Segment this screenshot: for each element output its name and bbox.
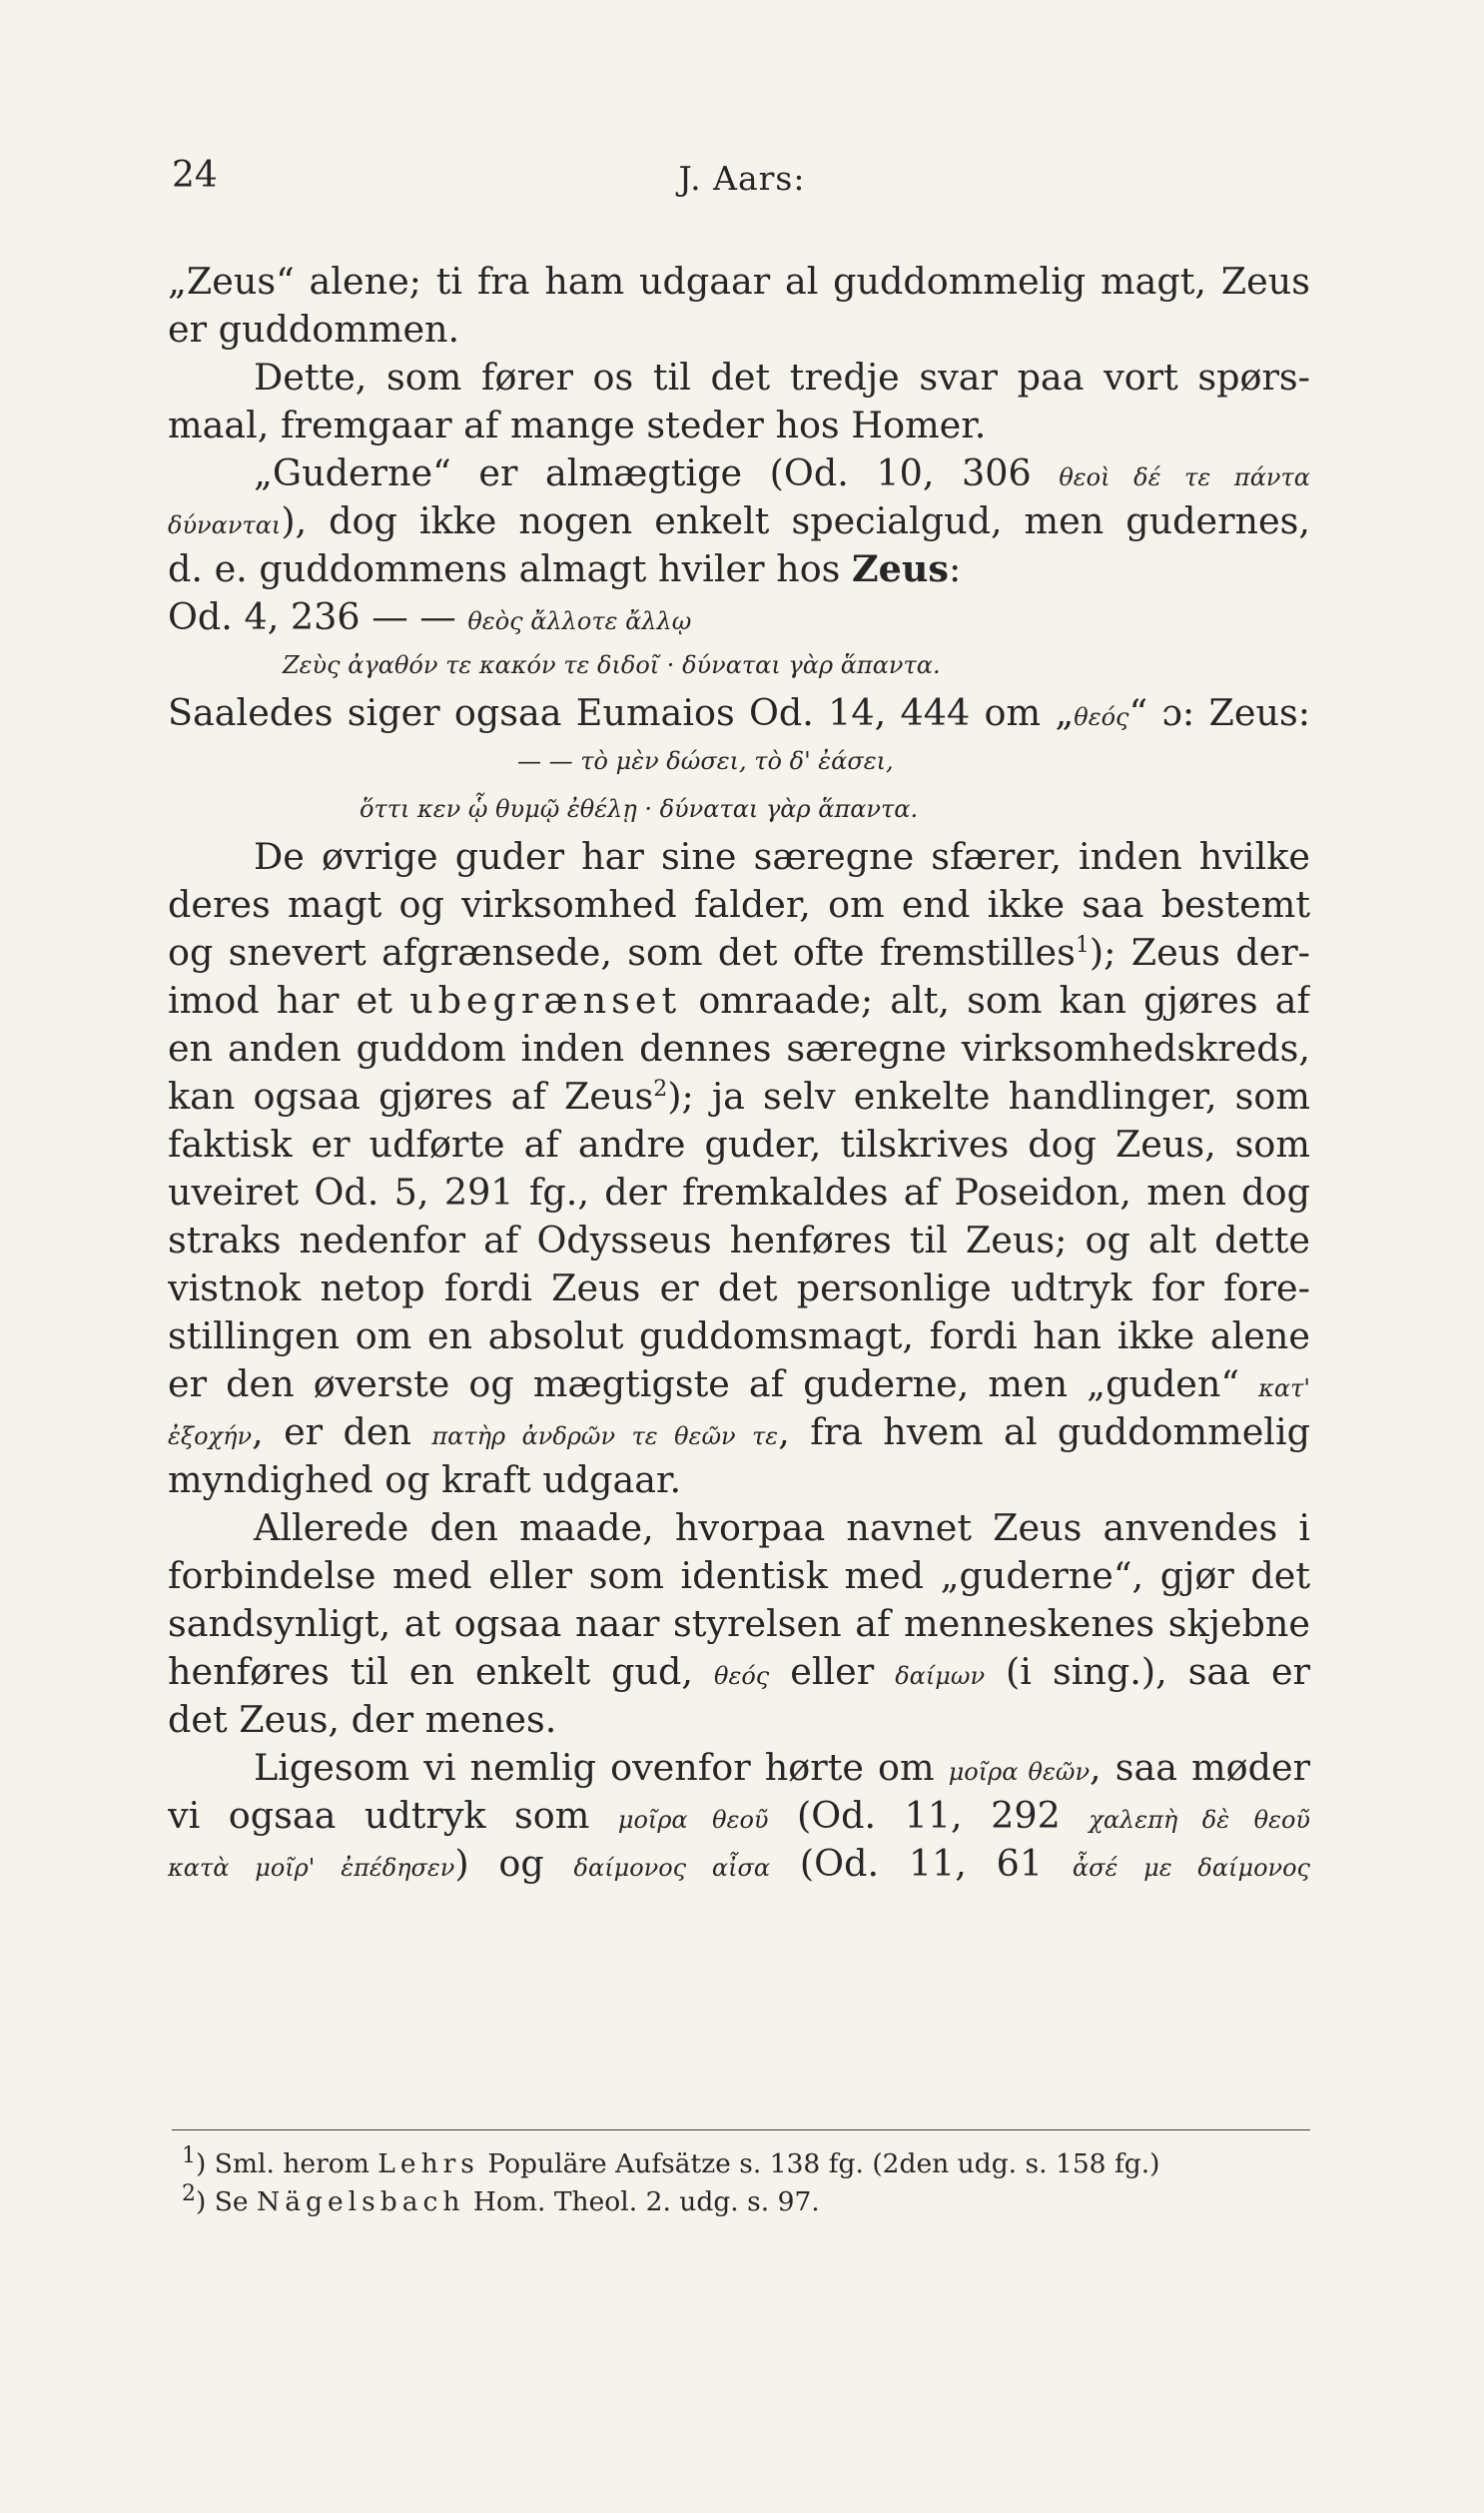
text-line [168, 1408, 1310, 1456]
greek-text: κατ' [1258, 1374, 1310, 1402]
greek-text: μοῖρα θεῶν [948, 1758, 1091, 1786]
greek-text: χαλεπὴ δὲ θεοῦ [1089, 1806, 1310, 1834]
running-head: J. Aars: [678, 159, 806, 198]
text-segment: sandsynligt, at ogsaa naar styrelsen af menneskenes skjebne [168, 1602, 1310, 1645]
text-segment: og snevert afgrænsede, som det ofte fremstilles [168, 931, 1076, 974]
text-segment: vistnok netop fordi Zeus er det personlige udtryk for fore- [168, 1266, 1310, 1309]
text-segment: er den øverste og mægtigste af guderne, men „guden“ [168, 1362, 1259, 1405]
text-segment: eller [769, 1650, 896, 1693]
text-segment: stillingen om en absolut guddomsmagt, fordi han ikke alene [168, 1314, 1310, 1357]
page-header [172, 155, 1312, 215]
greek-text: κατὰ μοῖρ' ἐπέδησεν [168, 1854, 455, 1882]
text-line [168, 1600, 1310, 1648]
greek-text: θεός [1074, 703, 1129, 731]
text-line [168, 1360, 1310, 1408]
text-line [168, 641, 1310, 689]
text-line [168, 1696, 1310, 1744]
text-line [168, 833, 1310, 881]
greek-text: πατὴρ ἀνδρῶν τε θεῶν τε [431, 1422, 779, 1450]
text-line [168, 545, 1310, 593]
text-segment: imod har et [168, 979, 410, 1022]
text-line [168, 1552, 1310, 1600]
text-segment: ), dog ikke nogen enkelt specialgud, men gudernes, [281, 499, 1310, 542]
footnotes [182, 2145, 1310, 2221]
body-text [168, 258, 1310, 1888]
text-segment: (i sing.), saa er [985, 1650, 1310, 1693]
text-segment: faktisk er udførte af andre guder, tilskrives dog Zeus, som [168, 1123, 1310, 1166]
text-segment: myndighed og kraft udgaar. [168, 1458, 682, 1501]
text-line [168, 1073, 1310, 1121]
text-line [168, 306, 1310, 354]
text-line [168, 737, 1310, 785]
text-segment: Zeus [852, 547, 949, 590]
text-line [168, 785, 1310, 833]
text-segment: en anden guddom inden dennes særegne virksomhedskreds, [168, 1027, 1310, 1070]
footnote [182, 2183, 1310, 2221]
text-line [168, 449, 1310, 497]
text-segment: straks nedenfor af Odysseus henføres til Zeus; og alt dette [168, 1219, 1310, 1261]
text-line [168, 689, 1310, 737]
greek-text: θεοὶ δέ τε πάντα [1059, 463, 1310, 491]
footnote-ref: 2 [653, 1076, 668, 1102]
greek-text: θεὸς ἄλλοτε ἄλλῳ [467, 607, 692, 635]
text-segment: De øvrige guder har sine særegne sfærer, inden hvilke [254, 835, 1310, 878]
text-line [168, 1217, 1310, 1264]
footnote-text: ) Sml. herom [196, 2148, 378, 2179]
text-segment: Dette, som fører os til det tredje svar paa vort spørs- [254, 356, 1310, 399]
text-segment: , saa møder [1090, 1746, 1310, 1789]
text-line [168, 929, 1310, 977]
footnote-rule [172, 2129, 1310, 2130]
text-segment: uveiret Od. 5, 291 fg., der fremkaldes af Poseidon, men dog [168, 1171, 1310, 1214]
text-line [168, 1264, 1310, 1312]
spaced-text: ubegrænset [409, 979, 682, 1022]
text-segment: Ligesom vi nemlig ovenfor hørte om [254, 1746, 949, 1789]
text-segment: det Zeus, der menes. [168, 1698, 557, 1741]
author-name: Nägelsbach [257, 2186, 465, 2217]
footnote-ref: 1 [1075, 932, 1090, 958]
greek-text: μοῖρα θεοῦ [617, 1806, 769, 1834]
greek-text: ἐξοχήν [168, 1422, 253, 1450]
greek-text: θεός [714, 1662, 770, 1690]
text-segment: deres magt og virksomhed falder, om end ikke saa bestemt [168, 883, 1310, 926]
text-segment: omraade; alt, som kan gjøres af [681, 979, 1310, 1022]
text-line [168, 402, 1310, 449]
footnote-text: Populäre Aufsätze s. 138 fg. (2den udg. s. 158 fg.) [478, 2148, 1160, 2179]
text-line [168, 497, 1310, 545]
footnote-text: ) Se [196, 2186, 258, 2217]
verse-quote: ὅττι κεν ᾧ θυμῷ ἐθέλῃ · δύναται γὰρ ἅπαντα. [360, 795, 919, 823]
text-segment: „Guderne“ er almægtige (Od. 10, 306 [254, 451, 1060, 494]
footnote [182, 2145, 1310, 2183]
text-segment: : [948, 547, 962, 590]
text-segment: ) og [454, 1842, 574, 1885]
text-line [168, 881, 1310, 929]
text-segment: henføres til en enkelt gud, [168, 1650, 715, 1693]
footnote-number: 1 [182, 2143, 196, 2169]
greek-text: δύνανται [168, 511, 282, 539]
text-segment: Saaledes siger ogsaa Eumaios Od. 14, 444 om „ [168, 691, 1075, 734]
text-segment: vi ogsaa udtryk som [168, 1794, 618, 1837]
text-segment: forbindelse med eller som identisk med „guderne“, gjør det [168, 1554, 1310, 1597]
text-line [168, 1121, 1310, 1169]
text-segment: maal, fremgaar af mange steder hos Homer. [168, 404, 987, 446]
text-segment: ); Zeus der- [1089, 931, 1310, 974]
verse-quote: — — τὸ μὲν δώσει, τὸ δ' ἐάσει, [517, 747, 894, 775]
text-segment: , fra hvem al guddommelig [778, 1410, 1310, 1453]
text-line [168, 1792, 1310, 1840]
text-line [168, 1169, 1310, 1217]
text-segment: “ ɔ: Zeus: [1128, 691, 1310, 734]
text-line [168, 593, 1310, 641]
text-segment: d. e. guddommens almagt hviler hos [168, 547, 852, 590]
text-segment: Od. 4, 236 — — [168, 595, 468, 638]
page-number: 24 [172, 155, 218, 196]
text-line [168, 1648, 1310, 1696]
text-segment: „Zeus“ alene; ti fra ham udgaar al guddommelig magt, Zeus [168, 260, 1310, 303]
text-line [168, 1025, 1310, 1073]
text-line [168, 977, 1310, 1025]
text-line [168, 1840, 1310, 1888]
text-segment: , er den [252, 1410, 432, 1453]
footnote-text: Hom. Theol. 2. udg. s. 97. [464, 2186, 820, 2217]
text-segment: kan ogsaa gjøres af Zeus [168, 1075, 654, 1118]
text-line [168, 258, 1310, 306]
footnote-number: 2 [182, 2181, 196, 2207]
greek-text: δαίμονος αἶσα [573, 1854, 771, 1882]
text-line [168, 1504, 1310, 1552]
greek-text: δαίμων [895, 1662, 986, 1690]
text-segment: (Od. 11, 292 [768, 1794, 1090, 1837]
greek-text: ἆσέ με δαίμονος [1072, 1854, 1310, 1882]
text-segment: ); ja selv enkelte handlinger, som [667, 1075, 1310, 1118]
verse-quote: Ζεὺς ἀγαθόν τε κακόν τε διδοῖ · δύναται γὰρ ἅπαντα. [283, 651, 941, 679]
text-segment: er guddommen. [168, 308, 460, 351]
text-line [168, 1456, 1310, 1504]
text-line [168, 1312, 1310, 1360]
text-line [168, 1744, 1310, 1792]
text-segment: Allerede den maade, hvorpaa navnet Zeus anvendes i [254, 1506, 1310, 1549]
text-line [168, 354, 1310, 402]
text-segment: (Od. 11, 61 [770, 1842, 1073, 1885]
author-name: Lehrs [377, 2148, 479, 2179]
